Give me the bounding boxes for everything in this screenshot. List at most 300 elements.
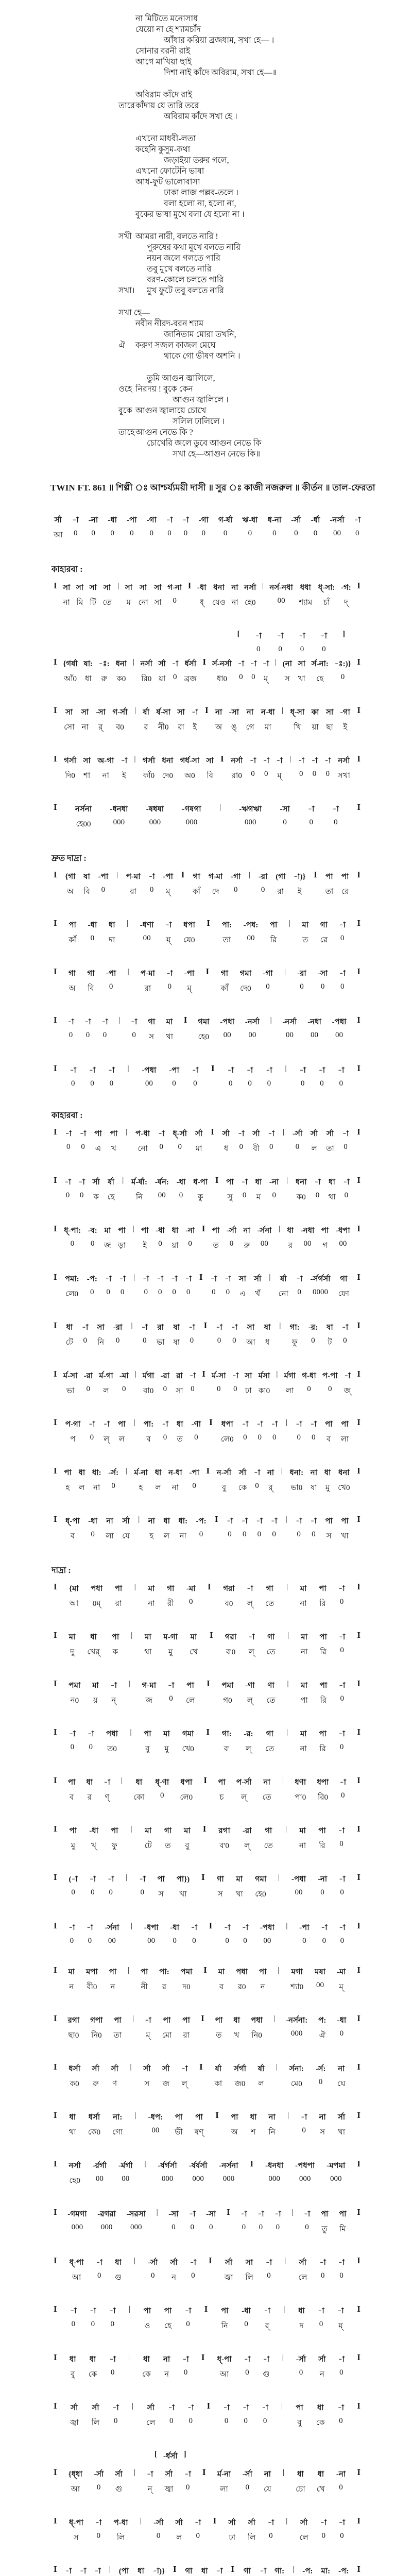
beat-column: [180, 1776, 193, 1804]
note-token: |: [278, 1225, 280, 1233]
syllable-token: 0: [111, 1482, 115, 1490]
beat-column: [155, 1776, 169, 1800]
note-token: -া: [64, 1178, 71, 1187]
note-token: -া: [338, 1827, 345, 1835]
note-token: পা: [319, 1633, 327, 1641]
syllable-token: 000: [185, 818, 198, 826]
beat-column: [143, 1273, 149, 1297]
note-token: ন-র্সা: [216, 1469, 231, 1477]
beat-column: [186, 1583, 196, 1606]
note-token: ধর্সা: [68, 2065, 80, 2073]
beat-column: [96, 706, 106, 734]
syllable-token: 0: [96, 2483, 101, 2492]
beat-column: [181, 2063, 187, 2091]
beat-column: [216, 1321, 222, 1345]
note-token: -া: [262, 660, 269, 668]
syllable-token: আ: [69, 1600, 79, 1608]
syllable-token: 000: [299, 2175, 311, 2183]
beat-column: [163, 871, 173, 899]
note-token: -রগরা: [97, 2210, 116, 2218]
beat-column: [69, 2111, 76, 2139]
beat-column: [249, 871, 250, 882]
beat-column: [291, 1873, 306, 1897]
note-token: রগা: [67, 2016, 80, 2025]
note-token: গা: [220, 970, 228, 978]
beat-column: [54, 2353, 57, 2363]
syllable-token: 0: [233, 1385, 237, 1393]
beat-column: [304, 2208, 310, 2232]
note-token: ধা: [298, 2307, 305, 2315]
syllable-token: য়্: [338, 2322, 343, 2330]
note-token: রগা: [218, 1827, 230, 1835]
note-token: নর্স-নধা: [269, 584, 293, 592]
beat-column: [256, 1515, 262, 1539]
notation-line: [54, 1176, 360, 1204]
beat-column: [128, 2353, 130, 2364]
note-token: -ণা: [191, 1420, 201, 1429]
note-token: |: [127, 919, 129, 927]
section-title: কাহারবা :: [52, 565, 83, 574]
beat-column: [89, 1825, 98, 1853]
syllable-token: স: [158, 1890, 164, 1899]
note-token: ধা: [250, 2113, 257, 2122]
note-token: -া: [79, 1130, 87, 1138]
syllable-token: 0: [328, 1385, 332, 1393]
note-token: -া: [244, 2355, 251, 2364]
note-token: -র্সা: [242, 2470, 252, 2479]
beat-column: [209, 1418, 213, 1428]
syllable-token: ঘে: [337, 2080, 346, 2088]
syllable-token: খা: [179, 1890, 187, 1899]
note-token: র্মগা: [284, 1372, 296, 1380]
note-token: র্ম-সা: [211, 1372, 226, 1380]
beat-column: [311, 755, 317, 778]
beat-column: [148, 1016, 155, 1044]
note-token: |: [117, 582, 119, 590]
syllable-token: এ: [95, 1145, 101, 1153]
syllable-token: বি: [83, 888, 90, 896]
note-token: কা: [311, 708, 319, 717]
note-token: -নর্সনা:: [286, 2016, 308, 2025]
beat-column: [89, 1064, 95, 1088]
beat-column: [154, 2450, 157, 2461]
syllable-token: ত: [165, 1842, 171, 1850]
beat-column: [144, 1631, 151, 1659]
beat-column: [189, 2208, 195, 2232]
syllable-token: ম্: [277, 772, 282, 780]
syllable-token: তা: [113, 2031, 122, 2040]
beat-column: [256, 1418, 263, 1442]
syllable-token: বু: [221, 1484, 227, 1492]
note-token: -া: [274, 2210, 281, 2218]
beat-column: [213, 2517, 217, 2527]
beat-column: [265, 1583, 274, 1611]
syllable-token: হ: [139, 1484, 143, 1492]
syllable-token: মে0: [290, 2080, 302, 2088]
syllable-token: ভা: [66, 1387, 75, 1395]
note-token: মা: [302, 921, 309, 929]
note-token: পা:: [159, 1968, 169, 1976]
beat-column: [340, 706, 350, 734]
note-token: |: [130, 2063, 132, 2071]
beat-column: [278, 1873, 280, 1884]
beat-column: [339, 1680, 345, 1703]
beat-column: [318, 2305, 324, 2329]
lyric-line: [118, 144, 412, 155]
beat-column: [269, 1176, 279, 1200]
note-token: -র্সা: [291, 516, 301, 524]
beat-column: [217, 2353, 232, 2381]
beat-column: [161, 1370, 170, 1394]
beat-column: [271, 1418, 278, 1442]
note-token: I: [213, 2516, 217, 2526]
beat-column: [118, 1016, 120, 1027]
syllable-token: 0: [102, 1031, 107, 1039]
note-token: -া: [89, 1875, 96, 1884]
note-token: নর্সা: [231, 757, 243, 765]
note-token: I: [204, 2304, 208, 2314]
syllable-token: 0: [344, 1191, 349, 1199]
syllable-token: র: [162, 1983, 167, 1991]
note-token: -র্সর্গর্সা: [310, 1275, 331, 1283]
note-token: -া: [241, 1178, 248, 1187]
note-token: ম-গা: [163, 1633, 178, 1641]
syllable-token: 0: [339, 2417, 343, 2425]
lyric-line: [118, 24, 412, 35]
beat-column: [159, 658, 166, 686]
beat-column: [286, 1728, 288, 1739]
note-token: -না: [317, 1875, 328, 1884]
beat-column: [140, 919, 154, 943]
beat-column: [211, 1273, 217, 1297]
syllable-token: ত: [216, 2031, 222, 2040]
beat-column: [122, 1176, 124, 1187]
beat-column: [101, 1016, 108, 1040]
syllable-token: র: [288, 1242, 293, 1250]
beat-column: [335, 658, 351, 682]
note-token: |: [134, 2257, 136, 2265]
beat-column: [75, 803, 92, 831]
syllable-token: র0: [237, 1983, 246, 1991]
note-token: -া: [296, 1275, 303, 1283]
syllable-token: 0: [91, 1888, 95, 1896]
beat-column: [255, 1176, 262, 1204]
beat-column: [301, 2111, 307, 2135]
notation-line: [54, 1273, 360, 1301]
syllable-token: 00: [223, 1031, 231, 1039]
beat-column: [97, 2208, 116, 2232]
note-token: -া: [242, 2404, 249, 2412]
syllable-token: 0: [339, 1598, 344, 1606]
syllable-token: 0: [299, 770, 303, 778]
beat-column: [299, 1064, 305, 1088]
note-token: -নর্সা: [282, 1018, 297, 1026]
beat-column: [338, 1583, 345, 1606]
pickup-bracket: [154, 2450, 360, 2465]
note-token: -া: [139, 1875, 146, 1884]
lyric-line: [118, 285, 412, 296]
note-token: -পধ:: [243, 921, 259, 929]
note-token: -া: [131, 1018, 138, 1026]
note-token: -া: [210, 1275, 217, 1283]
beat-column: [259, 1966, 267, 1994]
note-token: পা: [110, 1130, 118, 1138]
beat-column: [106, 968, 116, 991]
beat-column: [114, 2014, 122, 2042]
beat-column: [206, 1728, 210, 1738]
note-token: পা: [140, 1968, 148, 1976]
beat-column: [357, 2402, 360, 2412]
beat-column: [88, 2111, 100, 2139]
beat-column: [357, 706, 360, 716]
note-token: গা: [320, 921, 328, 929]
note-token: -া: [104, 1778, 110, 1787]
note-token: -না: [185, 1227, 195, 1235]
beat-column: [354, 514, 360, 538]
note-token: ষা:: [83, 660, 93, 668]
beat-column: [191, 1922, 197, 1945]
beat-column: [78, 1467, 85, 1495]
beat-column: [133, 1776, 144, 1804]
note-token: I: [54, 1921, 57, 1930]
syllable-token: ম: [126, 599, 131, 607]
syllable-token: 0: [261, 886, 265, 894]
syllable-token: না: [300, 1600, 307, 1608]
beat-column: [121, 755, 127, 783]
beat-column: [357, 1225, 360, 1234]
note-token: -া: [109, 2307, 116, 2315]
lyrics-block: [0, 13, 412, 460]
syllable-token: ষা: [173, 1338, 180, 1347]
note-token: I: [203, 1965, 207, 1975]
beat-column: [332, 1016, 347, 1040]
note-token: -া: [182, 516, 189, 524]
note-token: ধা: [69, 2113, 76, 2122]
syllable-token: সা: [176, 1387, 183, 1395]
beat-column: [284, 968, 286, 978]
syllable-token: জ: [145, 1697, 153, 1705]
syllable-token: আ: [219, 2370, 229, 2379]
note-token: -া: [256, 1517, 263, 1526]
note-token: -সা: [95, 708, 106, 717]
note-token: ধা: [287, 1227, 294, 1235]
note-token: ধা: [108, 921, 115, 929]
note-token: -া: [101, 1018, 108, 1026]
note-token: -রা: [297, 970, 306, 978]
syllable-token: কো: [133, 1793, 145, 1802]
note-token: -র্সা: [148, 2259, 158, 2267]
note-token: -নর্সা: [330, 516, 345, 524]
beat-column: [109, 919, 115, 947]
note-token: সা: [154, 584, 162, 592]
notation-line: [54, 1225, 360, 1252]
beat-column: [338, 2565, 349, 2576]
syllable-token: লে0: [65, 1290, 79, 1298]
beat-column: [264, 1825, 272, 1853]
beat-column: [287, 1225, 294, 1252]
beat-column: [95, 2517, 101, 2540]
beat-column: [110, 803, 128, 827]
beat-column: [327, 2160, 345, 2183]
note-token: পা:: [143, 1420, 154, 1429]
beat-column: [156, 706, 170, 734]
beat-column: [296, 1418, 302, 1442]
beat-column: [163, 2353, 170, 2381]
note-token: -া: [339, 1778, 346, 1787]
syllable-token: লি: [116, 2534, 125, 2542]
syllable-token: নো: [138, 1145, 148, 1153]
syllable-token: কাঁ0: [143, 772, 155, 780]
syllable-token: 0: [115, 1336, 120, 1345]
beat-column: [357, 1467, 360, 1477]
syllable-token: 0ম্: [92, 1600, 101, 1608]
note-token: -া: [319, 2259, 326, 2267]
syllable-token: 0: [70, 1240, 75, 1248]
note-token: গা: [193, 873, 200, 881]
beat-column: [341, 1515, 349, 1543]
note-token: -গষগা: [182, 805, 201, 814]
note-token: পধা: [91, 1585, 103, 1593]
beat-column: [83, 871, 90, 899]
syllable-token: রু: [244, 1242, 250, 1250]
beat-column: [310, 1273, 330, 1297]
syllable-token: লা: [220, 2485, 228, 2494]
note-token: -া: [354, 516, 360, 524]
beat-column: [132, 2402, 133, 2413]
beat-column: [218, 1966, 225, 1994]
note-token: -সা: [318, 970, 328, 978]
note-token: -া: [338, 2355, 345, 2364]
syllable-token: আ: [246, 1338, 255, 1347]
beat-column: [283, 2468, 284, 2479]
beat-column: [299, 582, 312, 609]
beat-column: [236, 1776, 251, 1804]
note-token: I: [226, 2207, 230, 2217]
note-token: সা: [298, 660, 305, 668]
beat-column: [163, 1728, 170, 1756]
beat-column: [223, 1583, 234, 1611]
beat-column: [357, 1631, 360, 1641]
beat-column: [66, 1321, 73, 1349]
beat-column: [203, 1776, 207, 1786]
note-token: -া: [338, 1066, 345, 1075]
beat-column: [325, 1515, 333, 1543]
note-token: পা: [114, 2016, 122, 2025]
beat-column: [243, 2402, 249, 2426]
beat-column: [126, 1128, 127, 1139]
beat-column: [318, 1825, 326, 1853]
note-token: সা: [245, 1372, 252, 1380]
beat-column: [263, 658, 269, 686]
note-token: গা: [68, 970, 76, 978]
note-token: |: [134, 706, 136, 715]
beat-column: [54, 1273, 57, 1283]
note-token: র্সা: [248, 2519, 255, 2527]
note-token: -া: [232, 1372, 239, 1380]
notation-line: [54, 2014, 360, 2042]
note-token: র্সা: [337, 2113, 346, 2122]
note-token: |: [270, 1016, 272, 1024]
syllable-token: ক0: [116, 675, 126, 683]
beat-column: [108, 1873, 114, 1897]
syllable-token: ক: [93, 1193, 99, 1201]
notation-line: [54, 1966, 360, 1994]
beat-column: [163, 2450, 178, 2465]
note-token: I: [54, 1015, 57, 1025]
beat-column: [327, 1321, 333, 1349]
syllable-token: 0: [232, 1336, 236, 1345]
note-token: |: [126, 1873, 128, 1882]
beat-column: [97, 1321, 104, 1349]
note-token: -া: [320, 632, 327, 640]
notation-line: [54, 1631, 360, 1659]
beat-column: [164, 2305, 172, 2333]
note-token: -া: [296, 1420, 302, 1429]
note-token: -া: [318, 2307, 324, 2315]
beat-column: [267, 1631, 276, 1659]
syllable-token: 0: [173, 597, 177, 605]
note-token: ষা: [83, 873, 90, 881]
beat-column: [119, 2565, 129, 2576]
note-token: |: [289, 755, 291, 763]
beat-column: [227, 1515, 233, 1539]
syllable-token: নি: [268, 2128, 276, 2137]
beat-column: [89, 1418, 95, 1442]
beat-column: [109, 1966, 117, 1994]
beat-column: [225, 2257, 233, 2284]
note-token: -া: [237, 660, 245, 668]
beat-column: [244, 1225, 250, 1252]
beat-column: [252, 1128, 260, 1156]
note-token: -া: [158, 1130, 165, 1138]
syllable-token: দে0: [240, 985, 251, 993]
notation-line: [54, 2305, 360, 2333]
beat-column: [316, 2402, 325, 2430]
note-token: পমা: [221, 1682, 234, 1690]
syllable-token: ব: [69, 1793, 74, 1802]
note-token: সা: [97, 1324, 105, 1332]
note-token: I: [357, 1965, 360, 1975]
beat-column: [134, 1467, 148, 1495]
beat-column: [131, 1321, 132, 1332]
note-token: -া: [171, 1275, 178, 1283]
lyric-text: করুণ সজল কাজল মেঘে: [135, 341, 216, 350]
beat-column: [105, 1922, 119, 1945]
note-token: পা: [69, 1827, 77, 1835]
syllable-token: লা: [106, 1532, 114, 1540]
note-token: -া: [216, 1324, 222, 1332]
beat-column: [199, 514, 209, 538]
note-token: I: [357, 2207, 360, 2217]
syllable-token: 0: [340, 1888, 344, 1896]
beat-column: [232, 1370, 238, 1394]
note-token: {ধ্ধা: [68, 2470, 82, 2479]
note-token: I: [54, 2159, 57, 2168]
syllable-token: 0: [355, 529, 359, 537]
note-token: |: [121, 1776, 123, 1785]
syllable-token: 0: [269, 1143, 273, 1151]
beat-column: [54, 1922, 57, 1931]
beat-column: [148, 1583, 154, 1611]
beat-column: [265, 2160, 283, 2183]
beat-column: [320, 919, 328, 947]
note-token: |: [293, 2565, 295, 2573]
note-token: -পধপা: [295, 2162, 315, 2170]
syllable-token: কাঁ: [220, 985, 229, 993]
syllable-token: 000: [192, 2175, 204, 2183]
note-token: -া: [314, 1178, 321, 1187]
beat-column: [87, 1776, 93, 1804]
